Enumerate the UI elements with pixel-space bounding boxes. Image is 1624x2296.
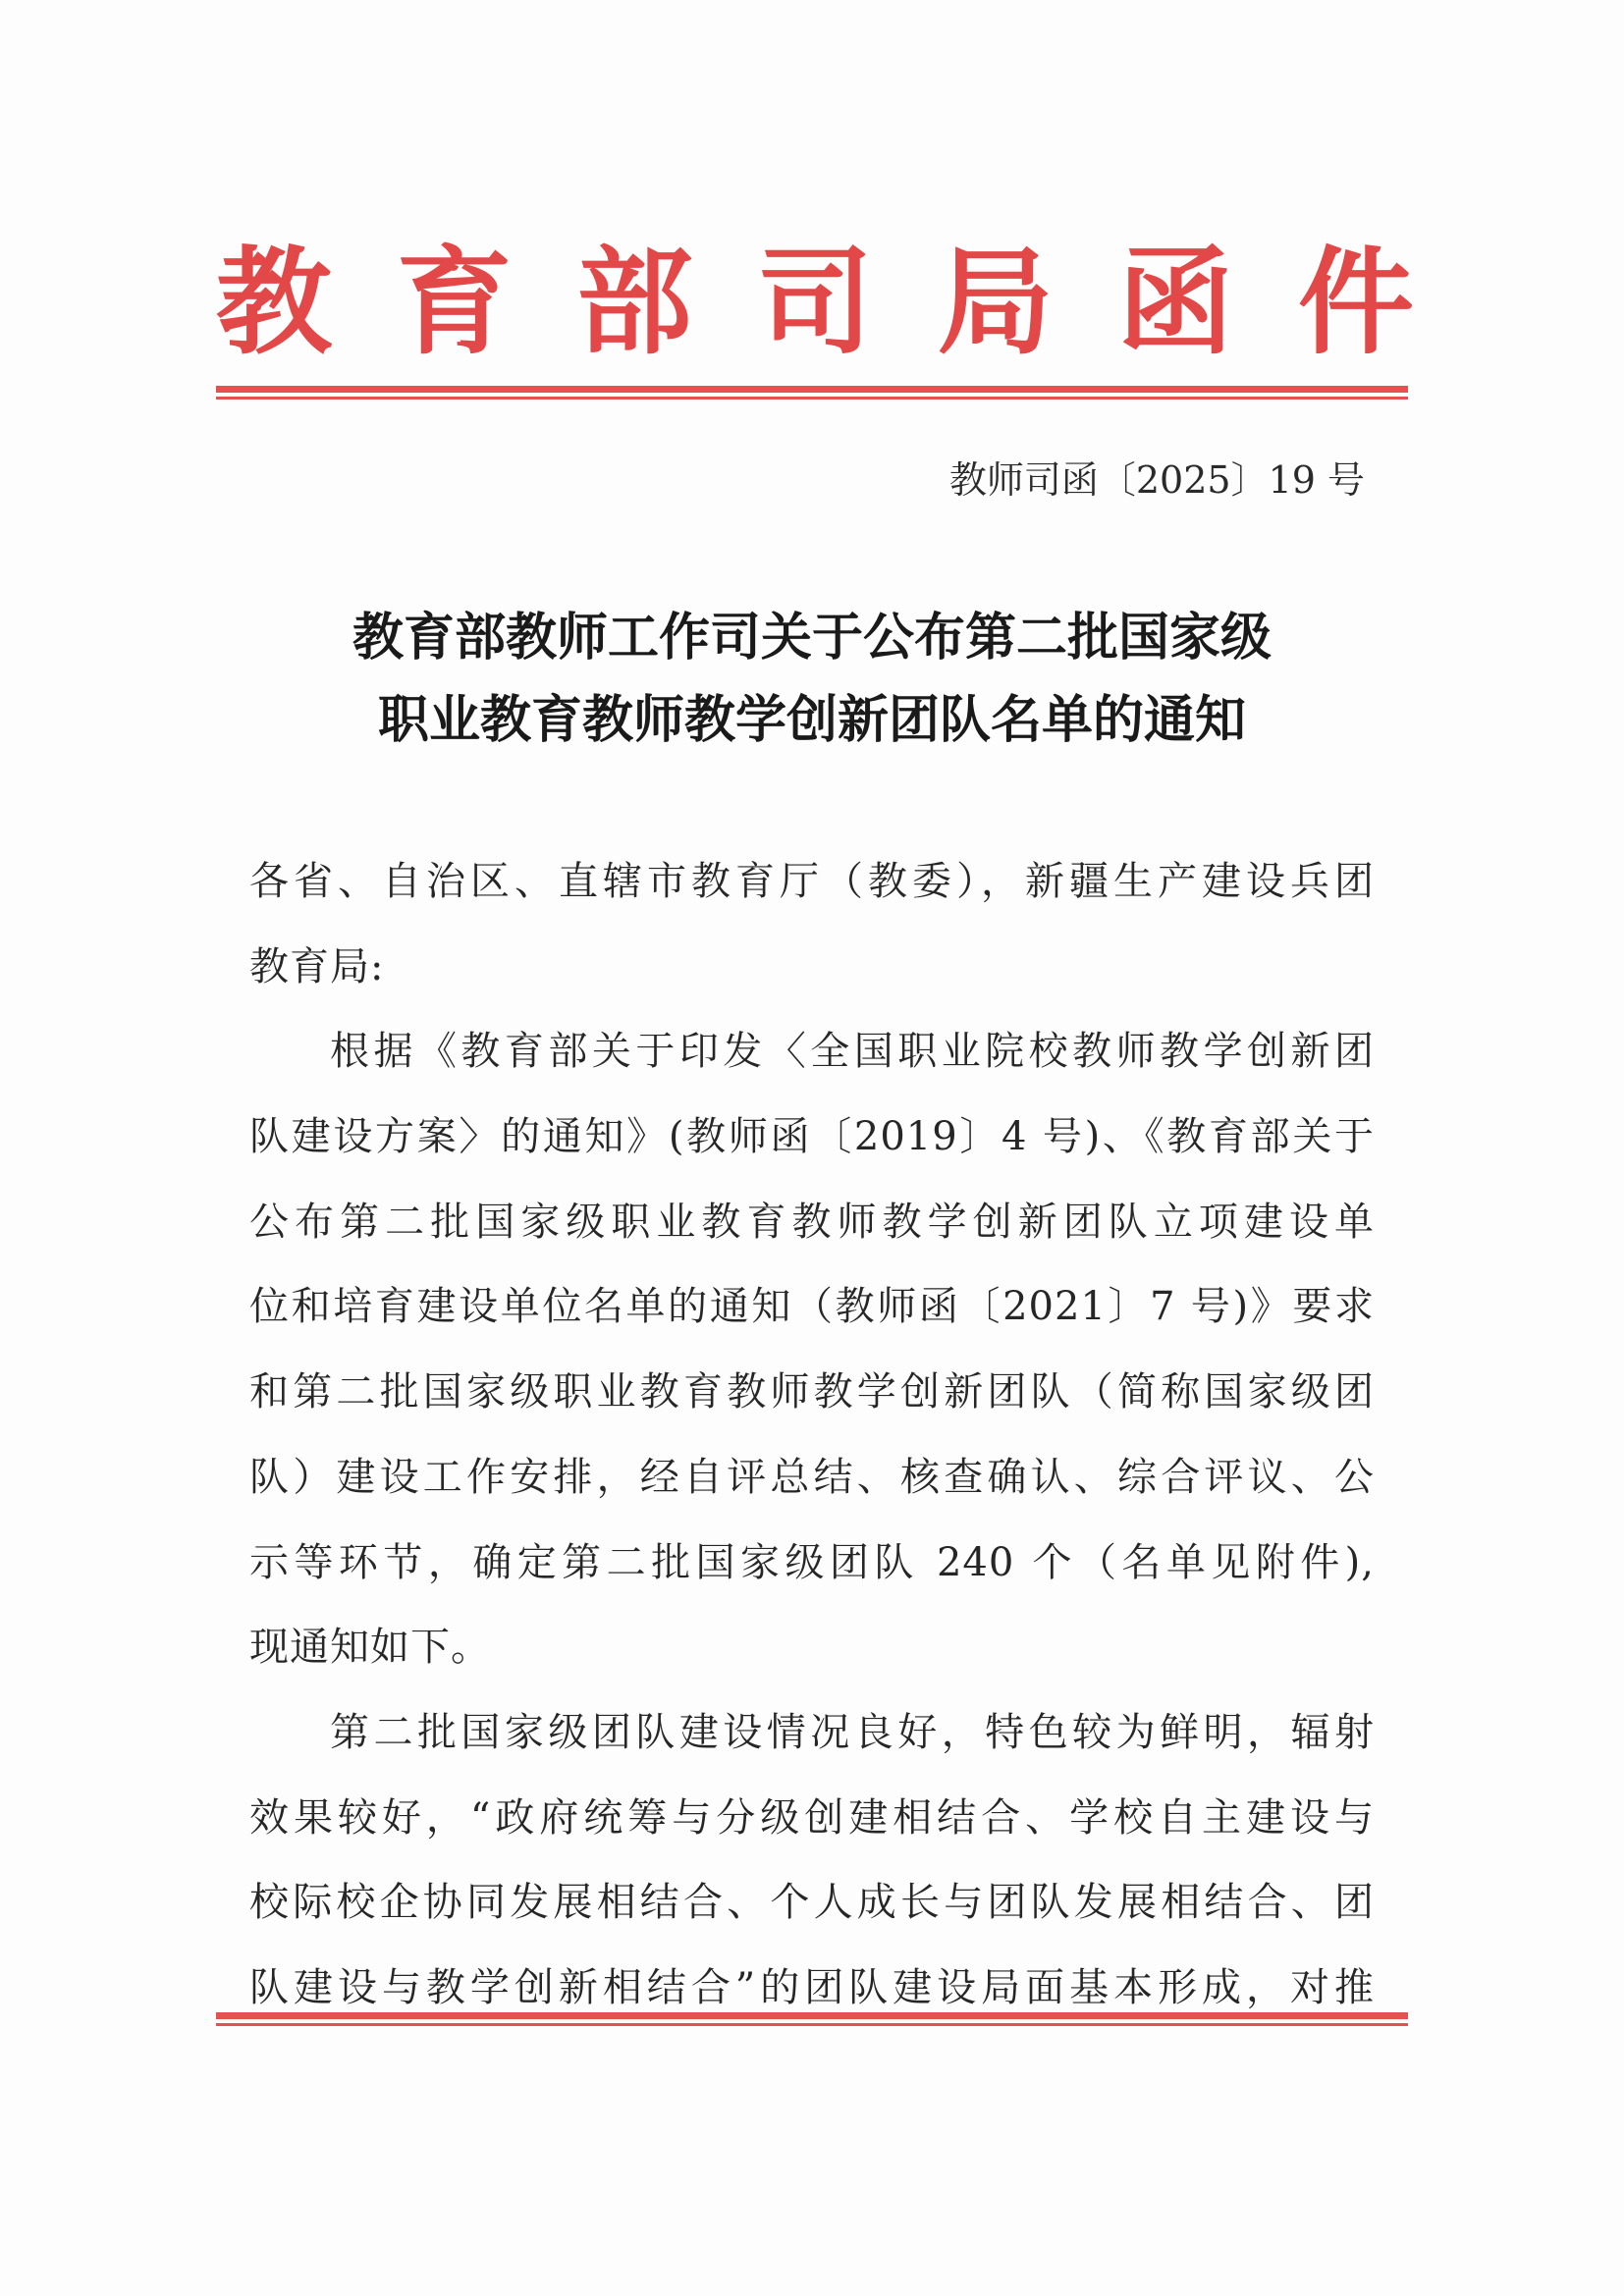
masthead-char: 件 (1297, 234, 1414, 370)
paragraph-line: 位和培育建设单位名单的通知（教师函〔2021〕7 号)》要求 (249, 1284, 1375, 1330)
paragraph-line: 和第二批国家级职业教育教师教学创新团队（简称国家级团 (249, 1369, 1375, 1415)
title-line: 教育部教师工作司关于公布第二批国家级 (352, 608, 1272, 667)
masthead-char: 局 (937, 234, 1054, 370)
red-rule-thin (216, 2023, 1408, 2026)
paragraph-line: 校际校企协同发展相结合、个人成长与团队发展相结合、团 (249, 1880, 1375, 1926)
paragraph-line: 第二批国家级团队建设情况良好，特色较为鲜明，辐射 (330, 1709, 1375, 1755)
masthead-char: 教 (216, 234, 333, 370)
title-line: 职业教育教师教学创新团队名单的通知 (377, 690, 1246, 750)
document-body (249, 839, 1375, 2031)
paragraph-line: 效果较好，“政府统筹与分级创建相结合、学校自主建设与 (249, 1794, 1375, 1841)
paragraph-line: 队建设方案〉的通知》(教师函〔2019〕4 号)、《教育部关于 (249, 1114, 1375, 1160)
paragraph-line: 公布第二批国家级职业教育教师教学创新团队立项建设单 (249, 1199, 1375, 1245)
red-rule-thick (216, 2012, 1408, 2019)
masthead-title (216, 224, 1414, 381)
paragraph-line: 队建设与教学创新相结合”的团队建设局面基本形成，对推 (249, 1964, 1375, 2010)
footer-red-rule (216, 2012, 1408, 2026)
masthead-char: 部 (576, 234, 693, 370)
paragraph-line: 队）建设工作安排，经自评总结、核查确认、综合评议、公 (249, 1454, 1375, 1500)
document-number: 教师司函〔2025〕19 号 (948, 458, 1365, 502)
header-red-rule (216, 386, 1408, 400)
addressee-line: 教育局: (249, 943, 385, 989)
masthead-char: 育 (396, 234, 513, 370)
paragraph-line: 示等环节，确定第二批国家级团队 240 个（名单见附件), (249, 1539, 1375, 1585)
masthead-char: 函 (1117, 234, 1234, 370)
paragraph-line: 现通知如下。 (249, 1625, 491, 1671)
red-rule-thin (216, 397, 1408, 400)
paragraph-line: 根据《教育部关于印发〈全国职业院校教师教学创新团 (330, 1029, 1375, 1075)
document-title (196, 597, 1428, 762)
addressee-line: 各省、自治区、直辖市教育厅（教委），新疆生产建设兵团 (249, 859, 1375, 904)
masthead-char: 司 (756, 234, 873, 370)
red-rule-thick (216, 386, 1408, 393)
